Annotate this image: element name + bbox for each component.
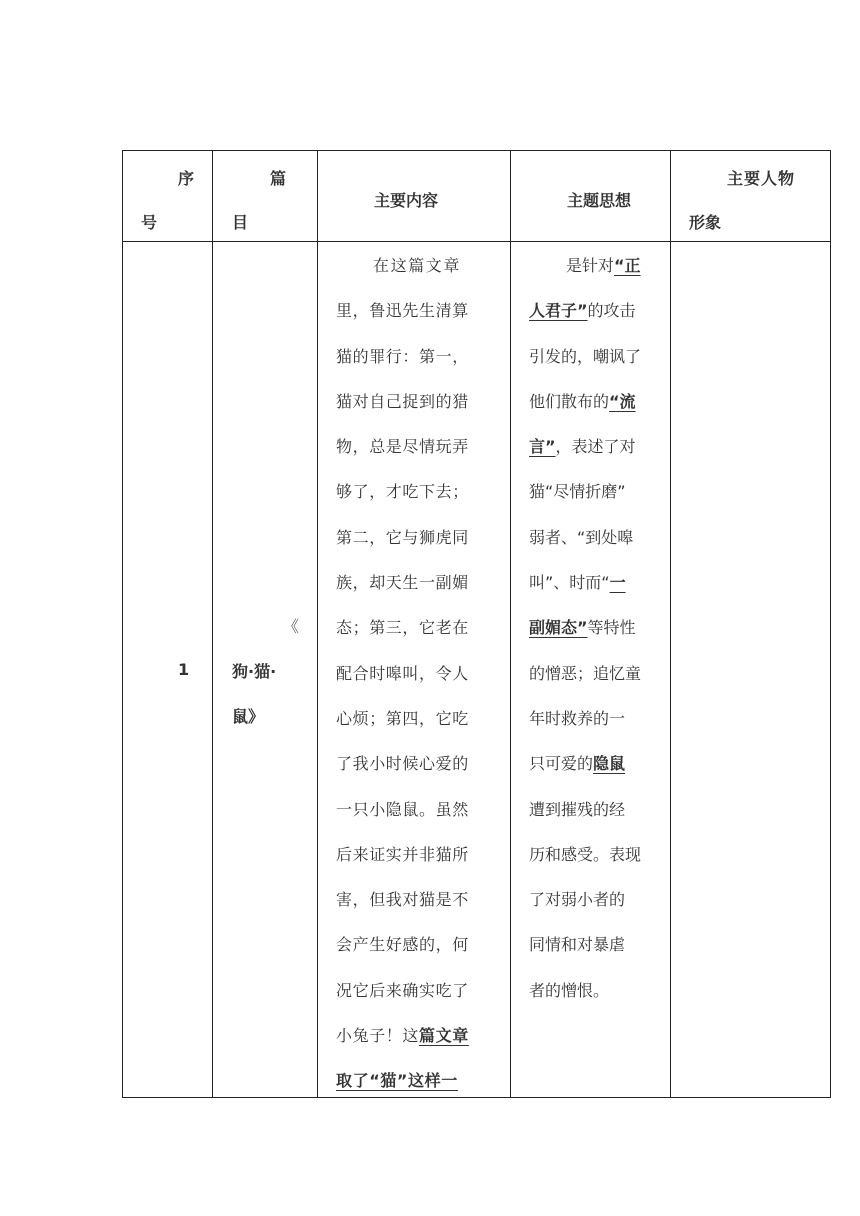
content-line: 心烦；第四，它吃 (336, 708, 469, 728)
summary-table (122, 150, 831, 1098)
theme-line (529, 379, 641, 424)
content-line: 害，但我对猫是不 (336, 890, 469, 910)
row-title-line1: 《 (283, 617, 300, 636)
column-divider (670, 151, 671, 1097)
theme-emphasis: 隐鼠 (593, 754, 626, 774)
theme-text: 叫”、时而“ (529, 573, 610, 593)
header-content: 主要内容 (374, 191, 439, 210)
theme-emphasis: “流 (609, 391, 636, 411)
row-title-line3: 鼠》 (232, 707, 265, 726)
theme-text: ，表述了对 (555, 437, 636, 457)
header-character-line1: 主要人物 (727, 169, 796, 188)
content-line (336, 1013, 469, 1058)
content-line: 会产生好感的，何 (336, 935, 469, 955)
header-divider (123, 241, 830, 242)
theme-line: 历和感受。表现 (529, 844, 642, 864)
theme-emphasis: 言” (529, 437, 556, 457)
content-text: 小兔子！这 (336, 1026, 420, 1046)
content-emphasis: 篇文章 (419, 1026, 469, 1046)
theme-line: 引发的，嘲讽了 (529, 346, 642, 366)
content-line: 一只小隐鼠。虽然 (336, 799, 469, 819)
theme-line: 了对弱小者的 (529, 890, 626, 910)
column-divider (212, 151, 213, 1097)
content-line: 第二，它与狮虎同 (336, 527, 469, 547)
row-theme (529, 243, 641, 1013)
header-title-line1: 篇 (270, 169, 287, 188)
theme-emphasis: 人君子” (529, 301, 588, 321)
header-index-line2: 号 (141, 213, 158, 232)
theme-line: 年时救养的一 (529, 708, 626, 728)
header-character-line2: 形象 (689, 213, 722, 232)
theme-line (529, 243, 641, 288)
content-line: 里，鲁迅先生清算 (336, 301, 469, 321)
theme-line (529, 424, 641, 469)
content-line (336, 1058, 469, 1103)
theme-text: 是针对 (566, 256, 615, 275)
content-line: 够了，才吃下去； (336, 482, 469, 502)
content-line: 猫对自己捉到的猎 (336, 391, 469, 411)
row-index: 1 (178, 660, 190, 679)
theme-line (529, 560, 641, 605)
content-line: 配合时嗥叫，令人 (336, 663, 469, 683)
theme-line: 猫“尽情折磨” (529, 482, 626, 502)
header-theme: 主题思想 (567, 191, 632, 210)
theme-line: 者的憎恨。 (529, 980, 610, 1000)
theme-line (529, 288, 641, 333)
header-title-line2: 目 (232, 213, 249, 232)
content-line: 物，总是尽情玩弄 (336, 437, 469, 457)
content-line: 在这篇文章 (373, 256, 462, 275)
theme-text: 的攻击 (587, 301, 636, 321)
theme-emphasis: 一 (609, 573, 626, 593)
content-line: 族，却天生一副媚 (336, 573, 469, 593)
content-line: 况它后来确实吃了 (336, 980, 469, 1000)
theme-line: 弱者、“到处嗥 (529, 527, 634, 547)
content-line: 态；第三，它老在 (336, 618, 469, 638)
theme-text: 他们散布的 (529, 391, 610, 411)
theme-text: 等特性 (587, 618, 636, 638)
content-emphasis: 取了“猫”这样一 (336, 1071, 458, 1091)
theme-text: 只可爱的 (529, 754, 594, 774)
theme-emphasis: 副媚态” (529, 618, 588, 638)
theme-line: 遭到摧残的经 (529, 799, 626, 819)
theme-emphasis: “正 (614, 256, 641, 275)
content-line: 了我小时候心爱的 (336, 754, 469, 774)
row-title-line2: 狗·猫· (232, 662, 277, 681)
content-line: 猫的罪行：第一， (336, 346, 469, 366)
theme-line (529, 741, 641, 786)
header-index-line1: 序 (178, 169, 195, 188)
theme-line (529, 605, 641, 650)
content-line: 后来证实并非猫所 (336, 844, 469, 864)
column-divider (510, 151, 511, 1097)
theme-line: 同情和对暴虐 (529, 935, 626, 955)
row-content (336, 243, 469, 1104)
theme-line: 的憎恶；追忆童 (529, 663, 642, 683)
column-divider (317, 151, 318, 1097)
